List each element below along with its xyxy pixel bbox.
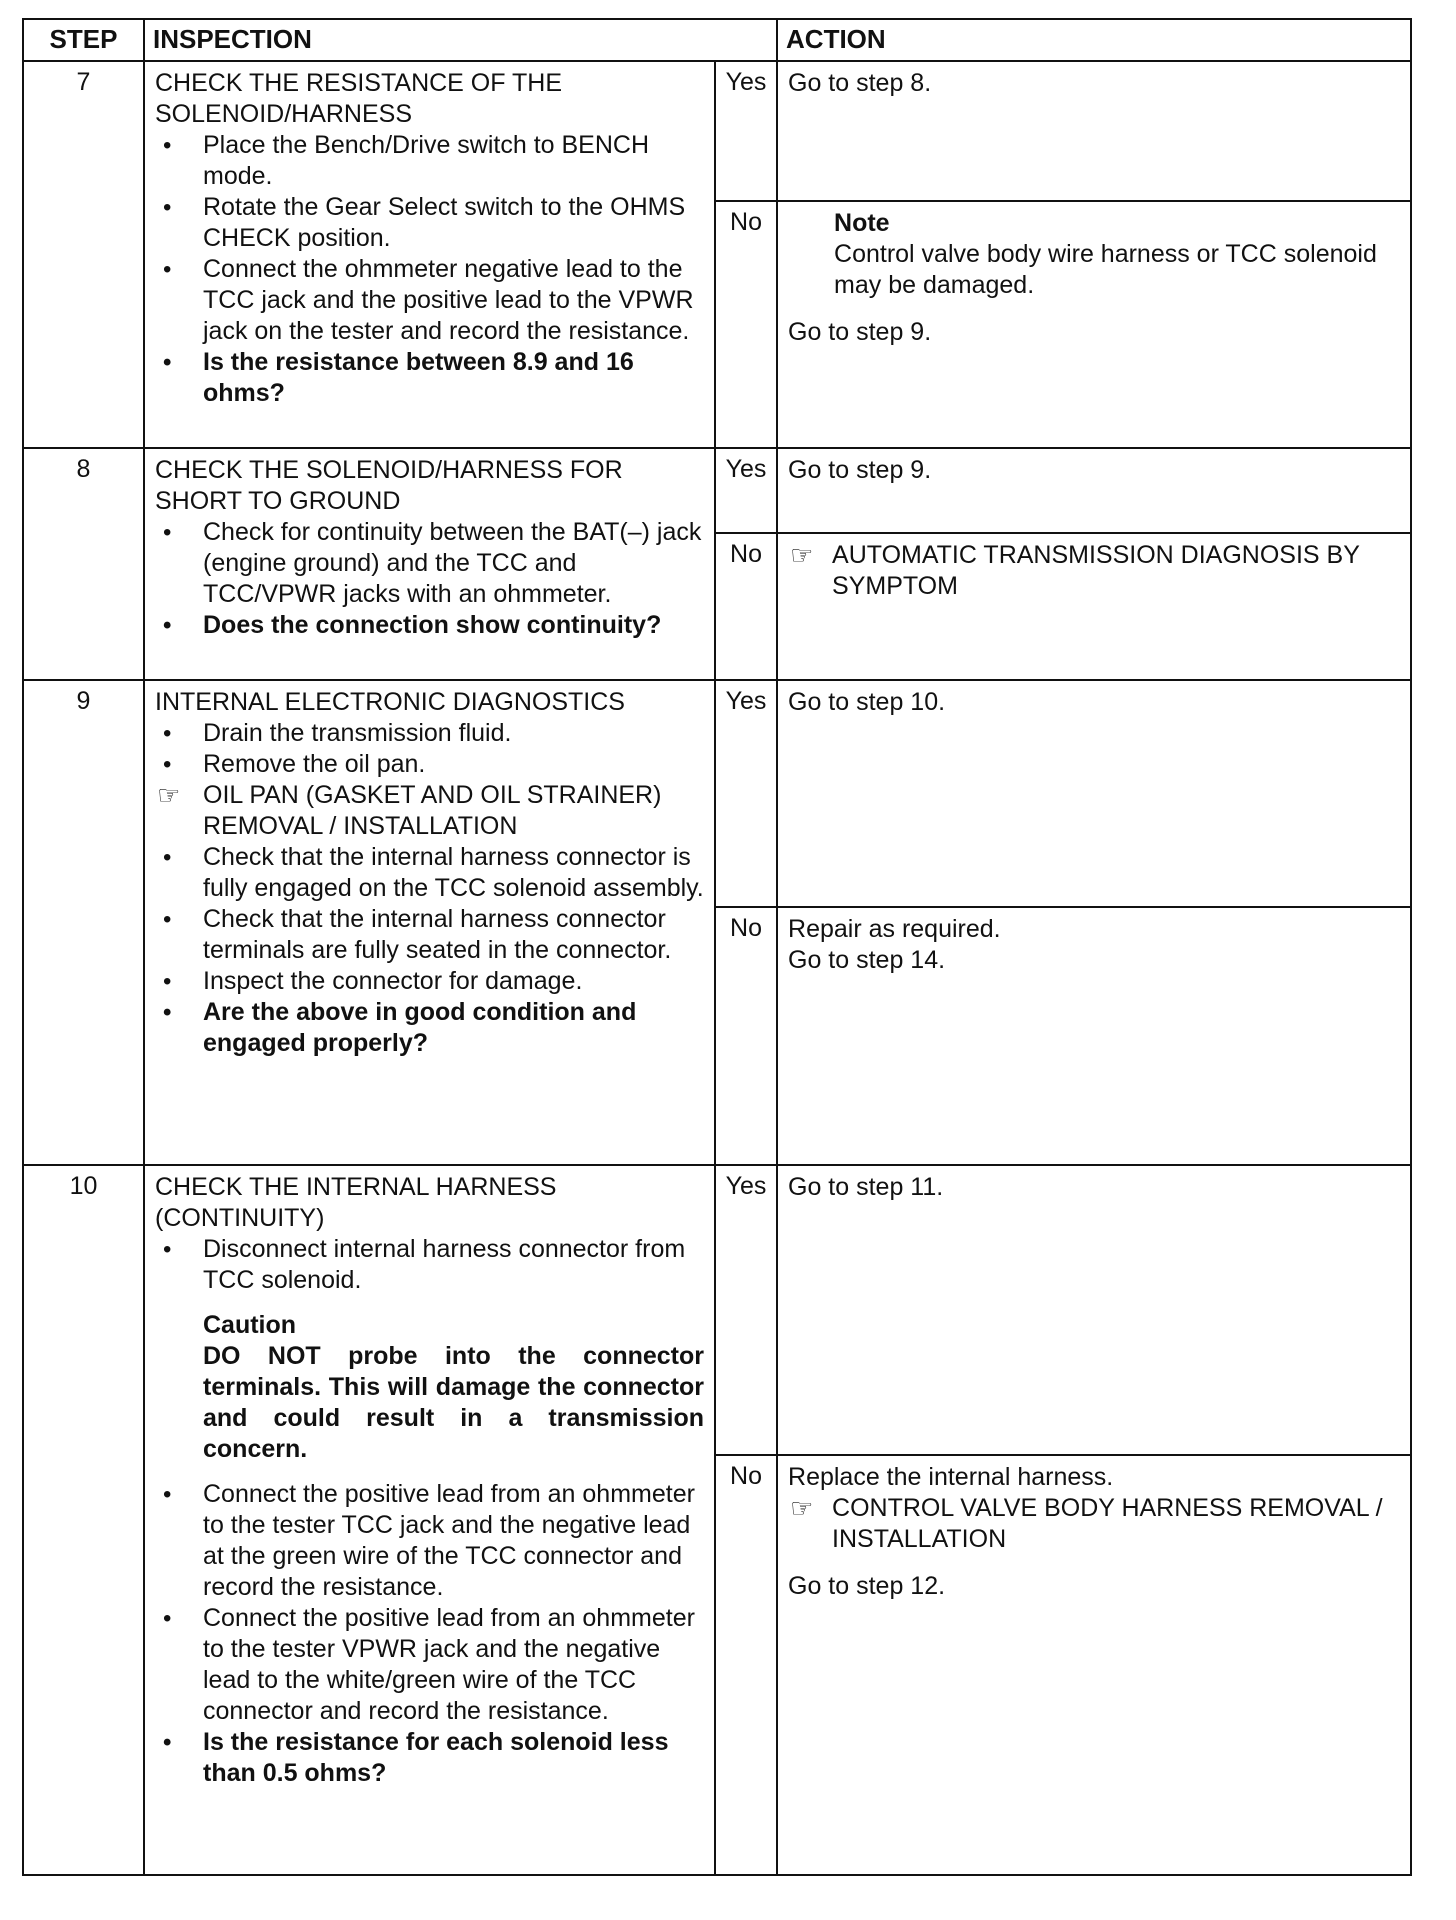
header-action: ACTION (777, 19, 1411, 61)
note-text: Control valve body wire harness or TCC solenoid may be damaged. (834, 240, 1377, 299)
question-item: • Are the above in good condition and engaged properly? (155, 997, 704, 1059)
list-item: • Check that the internal harness connector is fully engaged on the TCC solenoid assembly. (155, 842, 704, 904)
no-action-cell (777, 533, 1411, 680)
inspection-cell (144, 61, 715, 448)
go-to-step: Go to step 9. (788, 318, 932, 346)
no-label: No (715, 1455, 777, 1875)
header-inspection: INSPECTION (144, 19, 777, 61)
step-title: CHECK THE INTERNAL HARNESS (CONTINUITY) (155, 1173, 557, 1232)
yes-label: Yes (715, 448, 777, 533)
list-item: • Connect the positive lead from an ohmmeter to the tester VPWR jack and the negative lead to the white/green wire of the TCC connector and record the resistance. (155, 1603, 704, 1727)
step-title: INTERNAL ELECTRONIC DIAGNOSTICS (155, 688, 625, 716)
repair-text: Replace the internal harness. (788, 1463, 1114, 1491)
note-title: Note (834, 209, 890, 237)
step-title: CHECK THE RESISTANCE OF THE SOLENOID/HARNESS (155, 69, 563, 128)
inspection-cell (144, 448, 715, 680)
repair-text: Repair as required. (788, 915, 1001, 943)
yes-action: Go to step 11. (777, 1165, 1411, 1455)
note-block (834, 208, 1400, 301)
yes-label: Yes (715, 680, 777, 907)
list-item: • Drain the transmission fluid. (155, 718, 704, 749)
question-item: • Is the resistance for each solenoid less than 0.5 ohms? (155, 1727, 704, 1789)
step-number: 10 (23, 1165, 144, 1875)
list-item: • Check that the internal harness connector terminals are fully seated in the connector. (155, 904, 704, 966)
header-row (23, 19, 1411, 61)
table-row (23, 680, 1411, 907)
caution-block (203, 1310, 704, 1465)
table-row (23, 1165, 1411, 1455)
list-item: • Rotate the Gear Select switch to the OHMS CHECK position. (155, 192, 704, 254)
caution-title: Caution (203, 1311, 297, 1339)
list-item: • Disconnect internal harness connector from TCC solenoid. (155, 1234, 704, 1296)
step-number: 8 (23, 448, 144, 680)
list-item: • Inspect the connector for damage. (155, 966, 704, 997)
step-number: 9 (23, 680, 144, 1165)
list-item: • Connect the ohmmeter negative lead to the TCC jack and the positive lead to the VPWR jack on the tester and record the resistance. (155, 254, 704, 347)
yes-label: Yes (715, 61, 777, 201)
reference-link[interactable] (788, 1493, 1400, 1555)
header-step: STEP (23, 19, 144, 61)
table-row (23, 448, 1411, 533)
inspection-cell (144, 680, 715, 1165)
diagnostic-table-page (22, 18, 1410, 1876)
pointing-hand-icon: ☞ (790, 540, 814, 570)
no-label: No (715, 533, 777, 680)
reference-link[interactable] (788, 540, 1400, 602)
inspection-cell (144, 1165, 715, 1875)
caution-text: DO NOT probe into the connector terminals. This will damage the connector and could result in a transmission concern. (203, 1342, 704, 1463)
question-item: • Does the connection show continuity? (155, 610, 704, 641)
no-action-cell (777, 1455, 1411, 1875)
reference-text: CONTROL VALVE BODY HARNESS REMOVAL / INSTALLATION (832, 1494, 1383, 1553)
yes-action: Go to step 8. (777, 61, 1411, 201)
no-action-cell (777, 907, 1411, 1165)
go-to-step: Go to step 12. (788, 1572, 946, 1600)
list-item: • Check for continuity between the BAT(–) jack (engine ground) and the TCC and TCC/VPWR jacks with an ohmmeter. (155, 517, 704, 610)
list-item: • Remove the oil pan. (155, 749, 704, 780)
yes-label: Yes (715, 1165, 777, 1455)
yes-action: Go to step 10. (777, 680, 1411, 907)
list-item: • Connect the positive lead from an ohmmeter to the tester TCC jack and the negative lead at the green wire of the TCC connector and record the resistance. (155, 1479, 704, 1603)
no-action-cell (777, 201, 1411, 448)
step-number: 7 (23, 61, 144, 448)
reference-item[interactable]: ☞ OIL PAN (GASKET AND OIL STRAINER) REMOVAL / INSTALLATION (155, 780, 704, 842)
diagnostic-table (22, 18, 1412, 1876)
step-title: CHECK THE SOLENOID/HARNESS FOR SHORT TO GROUND (155, 456, 623, 515)
no-label: No (715, 907, 777, 1165)
yes-action: Go to step 9. (777, 448, 1411, 533)
question-item: • Is the resistance between 8.9 and 16 ohms? (155, 347, 704, 409)
go-to-step: Go to step 14. (788, 946, 946, 974)
table-row (23, 61, 1411, 201)
reference-text: AUTOMATIC TRANSMISSION DIAGNOSIS BY SYMPTOM (832, 541, 1360, 600)
pointing-hand-icon: ☞ (790, 1493, 814, 1523)
list-item: • Place the Bench/Drive switch to BENCH mode. (155, 130, 704, 192)
no-label: No (715, 201, 777, 448)
